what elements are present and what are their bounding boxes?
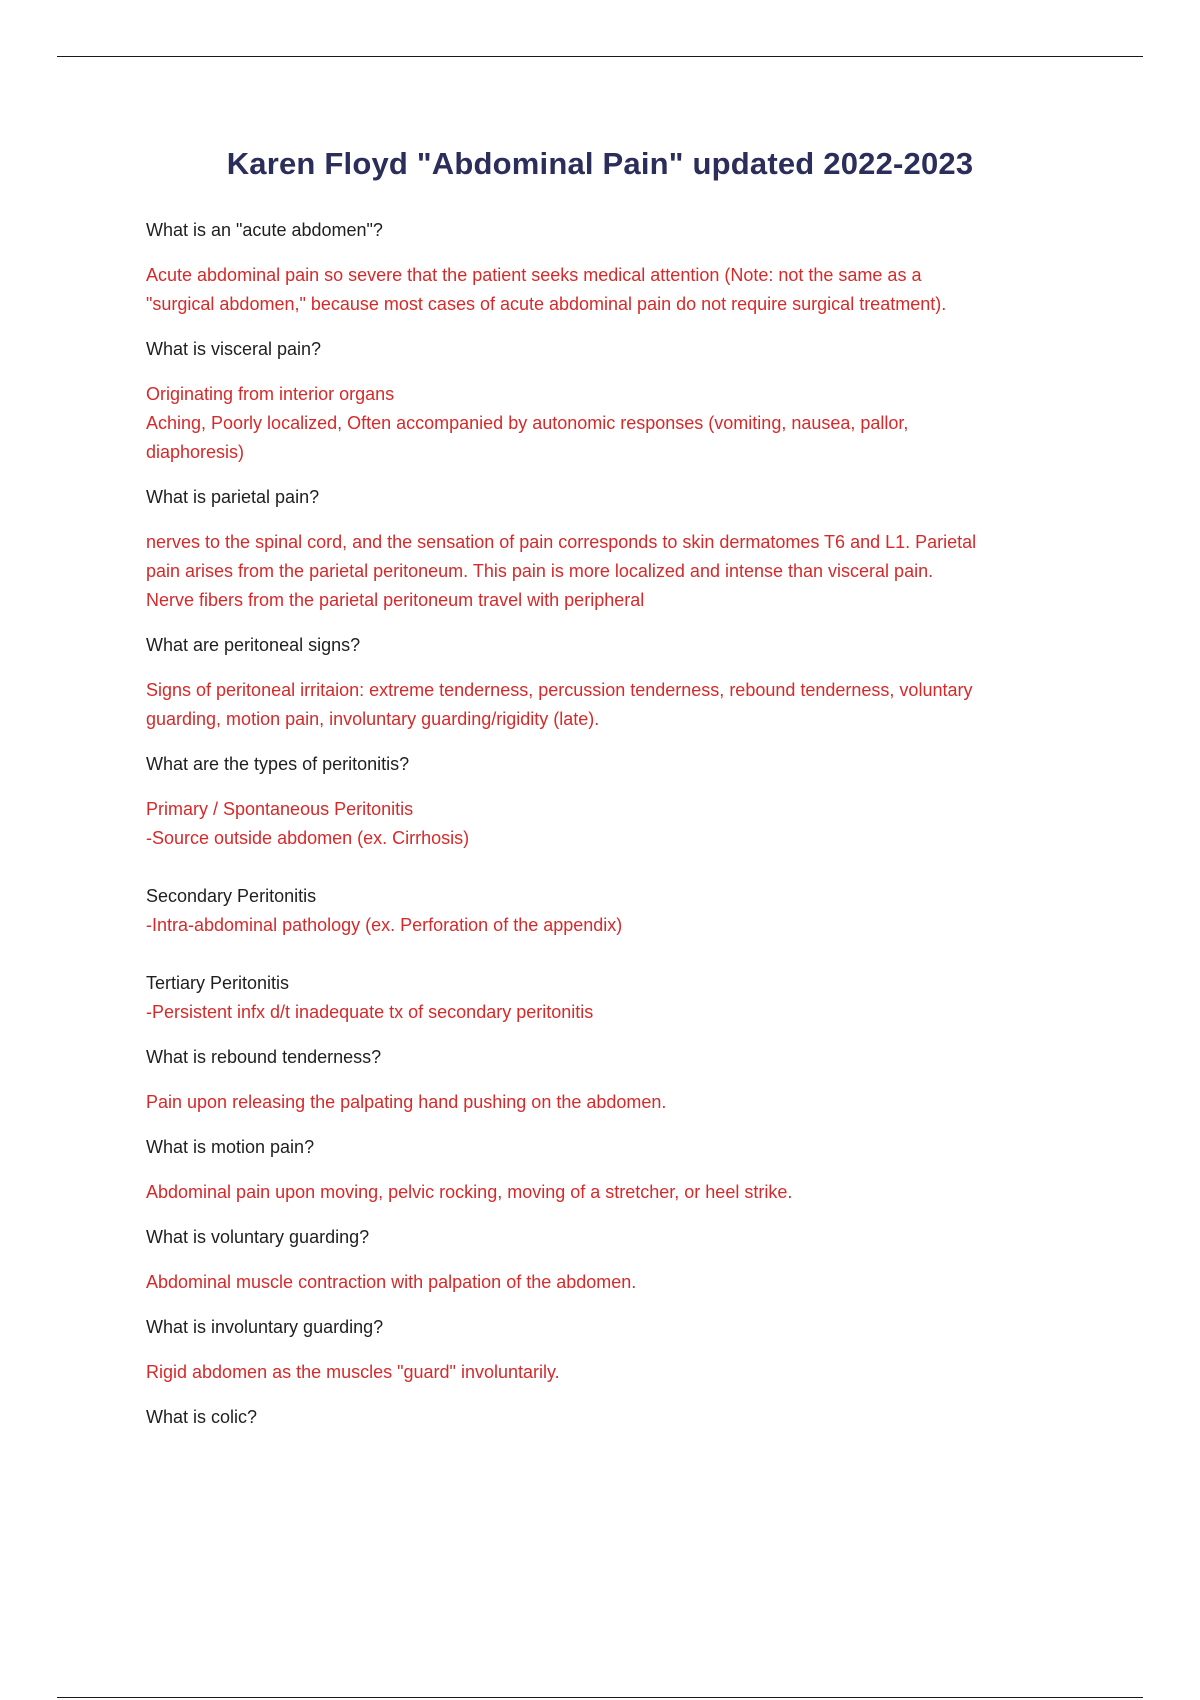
question-colic: What is colic?	[146, 1407, 258, 1427]
question-peritonitis-types: What are the types of peritonitis?	[146, 754, 410, 774]
answer-line: nerves to the spinal cord, and the sensation of pain corresponds to skin dermatomes T6 and L1. Parietal	[146, 532, 977, 552]
answer-line: diaphoresis)	[146, 442, 245, 462]
answer-rebound-tenderness: Pain upon releasing the palpating hand pushing on the abdomen.	[146, 1092, 667, 1112]
spacer	[146, 940, 1096, 969]
answer-line: "surgical abdomen," because most cases of acute abdominal pain do not require surgical treatment).	[146, 294, 947, 314]
question-rebound-tenderness: What is rebound tenderness?	[146, 1047, 382, 1067]
answer-line: Nerve fibers from the parietal peritoneum travel with peripheral	[146, 590, 645, 610]
secondary-peritonitis-detail: -Intra-abdominal pathology (ex. Perforation of the appendix)	[146, 915, 623, 935]
answer-line: Originating from interior organs	[146, 384, 395, 404]
answer-peritonitis-types	[146, 795, 1096, 1027]
secondary-peritonitis-title: Secondary Peritonitis	[146, 886, 317, 906]
answer-line: Aching, Poorly localized, Often accompanied by autonomic responses (vomiting, nausea, pallor,	[146, 413, 909, 433]
tertiary-peritonitis-title: Tertiary Peritonitis	[146, 973, 290, 993]
answer-visceral-pain	[146, 380, 1096, 467]
tertiary-peritonitis-detail: -Persistent infx d/t inadequate tx of secondary peritonitis	[146, 1002, 594, 1022]
answer-line: guarding, motion pain, involuntary guarding/rigidity (late).	[146, 709, 600, 729]
primary-peritonitis-detail: -Source outside abdomen (ex. Cirrhosis)	[146, 828, 470, 848]
answer-motion-pain: Abdominal pain upon moving, pelvic rocking, moving of a stretcher, or heel strike.	[146, 1182, 793, 1202]
answer-parietal-pain	[146, 528, 1096, 615]
answer-line: Signs of peritoneal irritaion: extreme tenderness, percussion tenderness, rebound tenderness, voluntary	[146, 680, 973, 700]
question-motion-pain: What is motion pain?	[146, 1137, 315, 1157]
question-peritoneal-signs: What are peritoneal signs?	[146, 635, 361, 655]
answer-line: Acute abdominal pain so severe that the patient seeks medical attention (Note: not the same as a	[146, 265, 922, 285]
primary-peritonitis-title: Primary / Spontaneous Peritonitis	[146, 799, 414, 819]
question-parietal-pain: What is parietal pain?	[146, 487, 320, 507]
answer-line: pain arises from the parietal peritoneum. This pain is more localized and intense than visceral pain.	[146, 561, 934, 581]
question-voluntary-guarding: What is voluntary guarding?	[146, 1227, 370, 1247]
answer-voluntary-guarding: Abdominal muscle contraction with palpation of the abdomen.	[146, 1272, 637, 1292]
spacer	[146, 853, 1096, 882]
answer-peritoneal-signs	[146, 676, 1096, 734]
question-visceral-pain: What is visceral pain?	[146, 339, 322, 359]
answer-involuntary-guarding: Rigid abdomen as the muscles "guard" involuntarily.	[146, 1362, 560, 1382]
bottom-rule	[57, 1697, 1143, 1698]
question-involuntary-guarding: What is involuntary guarding?	[146, 1317, 384, 1337]
top-rule	[57, 56, 1143, 57]
document-title: Karen Floyd "Abdominal Pain" updated 2022-2023	[226, 146, 974, 181]
answer-acute-abdomen	[146, 261, 1096, 319]
question-acute-abdomen: What is an "acute abdomen"?	[146, 220, 383, 240]
document-body	[146, 216, 1096, 1448]
